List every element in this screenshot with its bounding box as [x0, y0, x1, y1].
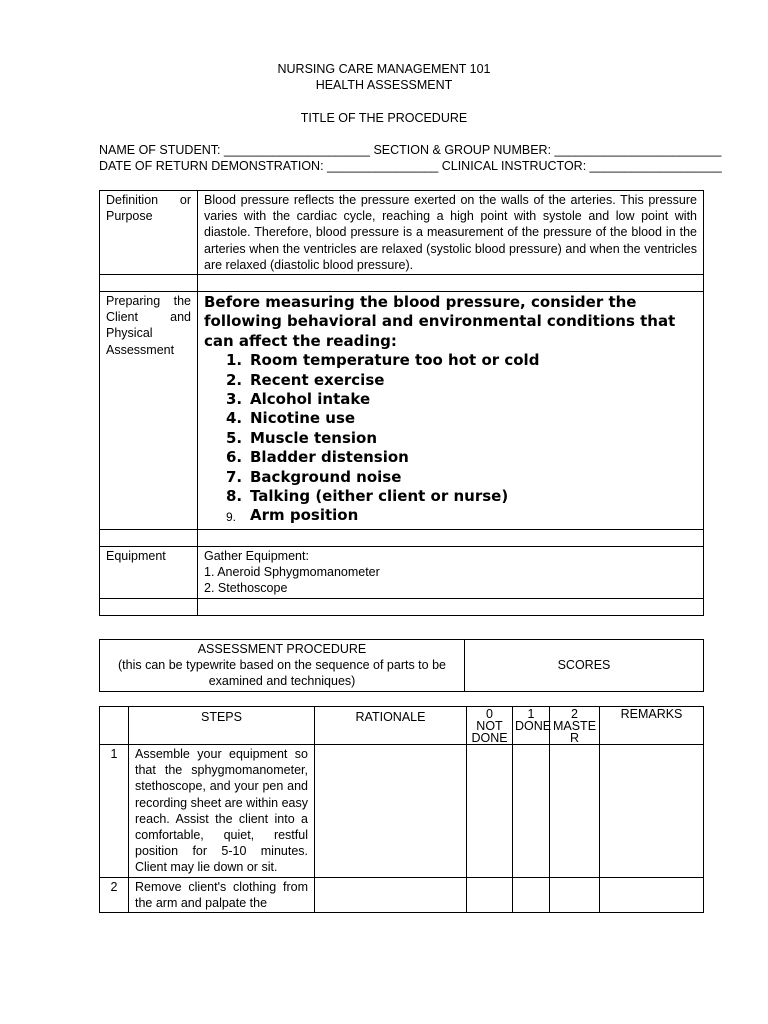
condition-text: Recent exercise: [250, 370, 385, 389]
score-1-header: 1 DONE: [513, 707, 550, 745]
definition-label: Definition or Purpose: [100, 191, 198, 275]
equipment-row: [100, 546, 704, 598]
score-0-cell[interactable]: [467, 877, 513, 912]
equipment-label: Equipment: [100, 546, 198, 598]
condition-number: 8.: [226, 487, 243, 506]
step-text: Assemble your equipment so that the sphygmomanometer, stethoscope, and your pen and recording sheet are within easy reach. Assist the client into a comfortable, quiet, restful position for 5-10 minutes. Client may lie down or sit.: [129, 745, 315, 878]
remarks-cell[interactable]: [600, 877, 704, 912]
remarks-header: REMARKS: [600, 707, 704, 745]
preparing-content: [198, 292, 704, 530]
condition-item: [204, 506, 697, 527]
rationale-cell[interactable]: [315, 745, 467, 878]
definition-text: Blood pressure reflects the pressure exerted on the walls of the arteries. This pressure varies with the cardiac cycle, reaching a high point with systole and low point with diastole. Therefore, blood pressure is a measurement of the pressure of the blood in the arteries when the ventricles are relaxed (systolic blood pressure) and when the ventricles are relaxed (diastolic blood pressure).: [198, 191, 704, 275]
assessment-procedure-title: ASSESSMENT PROCEDURE: [197, 642, 367, 656]
remarks-cell[interactable]: [600, 745, 704, 878]
steps-table: [99, 706, 704, 913]
preparing-intro: Before measuring the blood pressure, consider the following behavioral and environmental conditions that can affect the reading:: [204, 293, 676, 350]
step-number: 2: [100, 877, 129, 912]
preparing-row: [100, 292, 704, 530]
condition-text: Room temperature too hot or cold: [250, 351, 540, 370]
assessment-procedure-cell: [100, 640, 465, 692]
spacer-row: [100, 529, 704, 546]
spacer-row: [100, 598, 704, 615]
equipment-content: [198, 546, 704, 598]
condition-item: [204, 409, 697, 428]
steps-header-row: [100, 707, 704, 745]
score-2-cell[interactable]: [550, 745, 600, 878]
condition-text: Arm position: [250, 506, 359, 525]
condition-item: [204, 448, 697, 467]
conditions-list: [204, 351, 697, 528]
procedure-title: TITLE OF THE PROCEDURE: [300, 111, 468, 125]
score-1-cell[interactable]: [513, 745, 550, 878]
condition-number: 6.: [226, 448, 243, 467]
condition-text: Bladder distension: [250, 448, 409, 467]
condition-number: 5.: [226, 428, 243, 447]
preparing-label: Preparing the Client and Physical Assessment: [100, 292, 198, 530]
condition-number: 3.: [226, 390, 243, 409]
condition-item: [204, 351, 697, 370]
score-1-cell[interactable]: [513, 877, 550, 912]
condition-number: 4.: [226, 409, 243, 428]
score-2-cell[interactable]: [550, 877, 600, 912]
assessment-procedure-note: (this can be typewrite based on the sequence of parts to be examined and techniques): [118, 658, 446, 689]
scores-label: SCORES: [465, 640, 704, 692]
score-0-header: 0 NOT DONE: [467, 707, 513, 745]
condition-number: 1.: [226, 351, 243, 370]
step-number: 1: [100, 745, 129, 878]
subject-title: HEALTH ASSESSMENT: [315, 78, 453, 92]
rationale-header: RATIONALE: [315, 707, 467, 745]
step-text: Remove client's clothing from the arm and palpate the: [129, 877, 315, 912]
condition-text: Talking (either client or nurse): [250, 487, 509, 506]
score-0-cell[interactable]: [467, 745, 513, 878]
spacer-row: [100, 275, 704, 292]
condition-item: [204, 371, 697, 390]
condition-item: [204, 487, 697, 506]
student-info-line-1: NAME OF STUDENT: _____________________ SECTION & GROUP NUMBER: ________________________: [99, 143, 722, 157]
student-info-line-2: DATE OF RETURN DEMONSTRATION: ________________ CLINICAL INSTRUCTOR: ___________________: [99, 159, 722, 173]
table-row: [100, 745, 704, 878]
rationale-cell[interactable]: [315, 877, 467, 912]
condition-text: Nicotine use: [250, 409, 356, 428]
overview-table: [99, 190, 704, 616]
condition-number: 7.: [226, 467, 243, 486]
condition-number: 9.: [226, 510, 237, 525]
condition-item: [204, 390, 697, 409]
score-2-header: 2 MASTE R: [550, 707, 600, 745]
equipment-item: 2. Stethoscope: [204, 581, 288, 596]
steps-header: STEPS: [129, 707, 315, 745]
condition-text: Muscle tension: [250, 428, 378, 447]
equipment-item: 1. Aneroid Sphygmomanometer: [204, 565, 380, 580]
condition-number: 2.: [226, 370, 243, 389]
condition-text: Background noise: [250, 467, 402, 486]
condition-item: [204, 468, 697, 487]
equipment-heading: Gather Equipment:: [204, 548, 309, 563]
definition-row: [100, 191, 704, 275]
assessment-procedure-header: [99, 639, 704, 692]
course-title: NURSING CARE MANAGEMENT 101: [277, 62, 491, 76]
condition-item: [204, 429, 697, 448]
table-row: [100, 877, 704, 912]
condition-text: Alcohol intake: [250, 390, 371, 409]
